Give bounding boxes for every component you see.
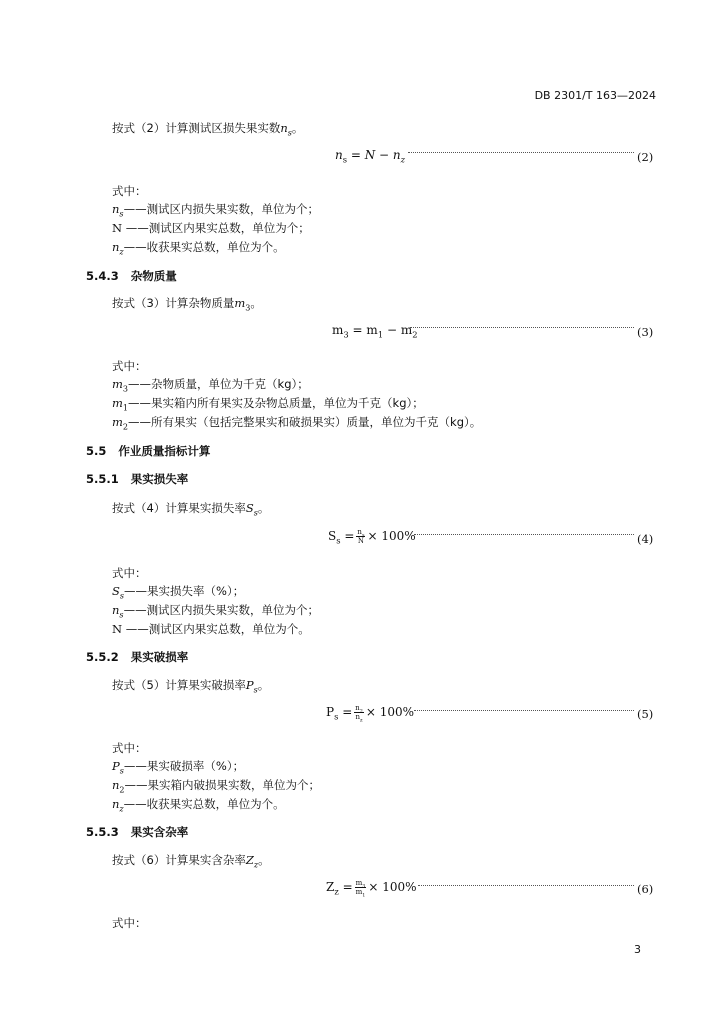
leader-dots-5 [414,710,634,711]
formula-number-4: (4) [637,532,654,546]
where-label: 式中： [112,359,147,373]
formula-5: $P_s$ = $\frac{n_2}{n_z}$ × 100% [326,704,415,724]
formula-number-6: (6) [637,882,654,896]
section-heading-5-5-1: 5.5.1 果实损失率 [86,472,189,486]
section-heading-5-5-2: 5.5.2 果实破损率 [86,650,189,664]
def-row: $m_2——$所有果实（包括完整果实和破损果实）质量，单位为千克（kg）。 [112,415,482,432]
def-row: $n_s——$测试区内损失果实数，单位为个； [112,603,320,620]
section-heading-5-5: 5.5 作业质量指标计算 [86,444,211,458]
intro-formula-5: 按式（5）计算果实破损率$P_s$。 [112,678,270,695]
leader-dots-4 [414,534,634,535]
formula-3: $m_3 = m_1 - m_2$ [332,323,418,340]
def-row: $n_2——$果实箱内破损果实数，单位为个； [112,778,321,795]
def-row: N ——测试区内果实总数，单位为个。 [112,622,310,636]
doc-id-header: DB 2301/T 163—2024 [534,89,656,102]
where-label: 式中： [112,741,147,755]
section-heading-5-5-3: 5.5.3 果实含杂率 [86,825,189,839]
intro-formula-4: 按式（4）计算果实损失率$S_s$。 [112,501,270,518]
formula-number-5: (5) [637,707,654,721]
formula-2: $n_s = N - n_z$ [335,148,406,165]
formula-6: $Z_z$ = $\frac{m_3}{m_1}$ × 100% [326,879,417,899]
intro-formula-6: 按式（6）计算果实含杂率$Z_z$。 [112,853,270,870]
def-row: N ——测试区内果实总数，单位为个； [112,221,310,235]
def-row: $n_z——$收获果实总数，单位为个。 [112,797,285,814]
formula-4: $S_s$ = $\frac{n_s}{N}$ × 100% [328,528,416,546]
fraction-5: $\frac{n_2}{n_z}$ [355,704,363,724]
def-row: $n_s——$测试区内损失果实数，单位为个； [112,202,320,219]
formula-number-2: (2) [637,150,654,164]
intro-formula-2: 按式（2）计算测试区损失果实数$n_s$。 [112,121,304,138]
def-row: $S_s——$果实损失率（%）； [112,584,245,601]
leader-dots-6 [418,885,634,886]
def-row: $P_s——$果实破损率（%）； [112,759,245,776]
def-row: $m_3——$杂物质量，单位为千克（kg）； [112,377,309,394]
def-row: $m_1——$果实箱内所有果实及杂物总质量，单位为千克（kg）； [112,396,424,413]
formula-number-3: (3) [637,325,654,339]
where-label: 式中： [112,916,147,930]
fraction-6: $\frac{m_3}{m_1}$ [355,879,366,899]
section-heading-5-4-3: 5.4.3 杂物质量 [86,269,177,283]
where-label: 式中： [112,566,147,580]
def-row: $n_z——$收获果实总数，单位为个。 [112,240,285,257]
intro-formula-3: 按式（3）计算杂物质量$m_3$。 [112,296,262,313]
where-label: 式中： [112,184,147,198]
fraction-4: $\frac{n_s}{N}$ [357,528,365,545]
page-number: 3 [634,943,641,956]
leader-dots-2 [408,152,634,153]
leader-dots-3 [410,327,634,328]
